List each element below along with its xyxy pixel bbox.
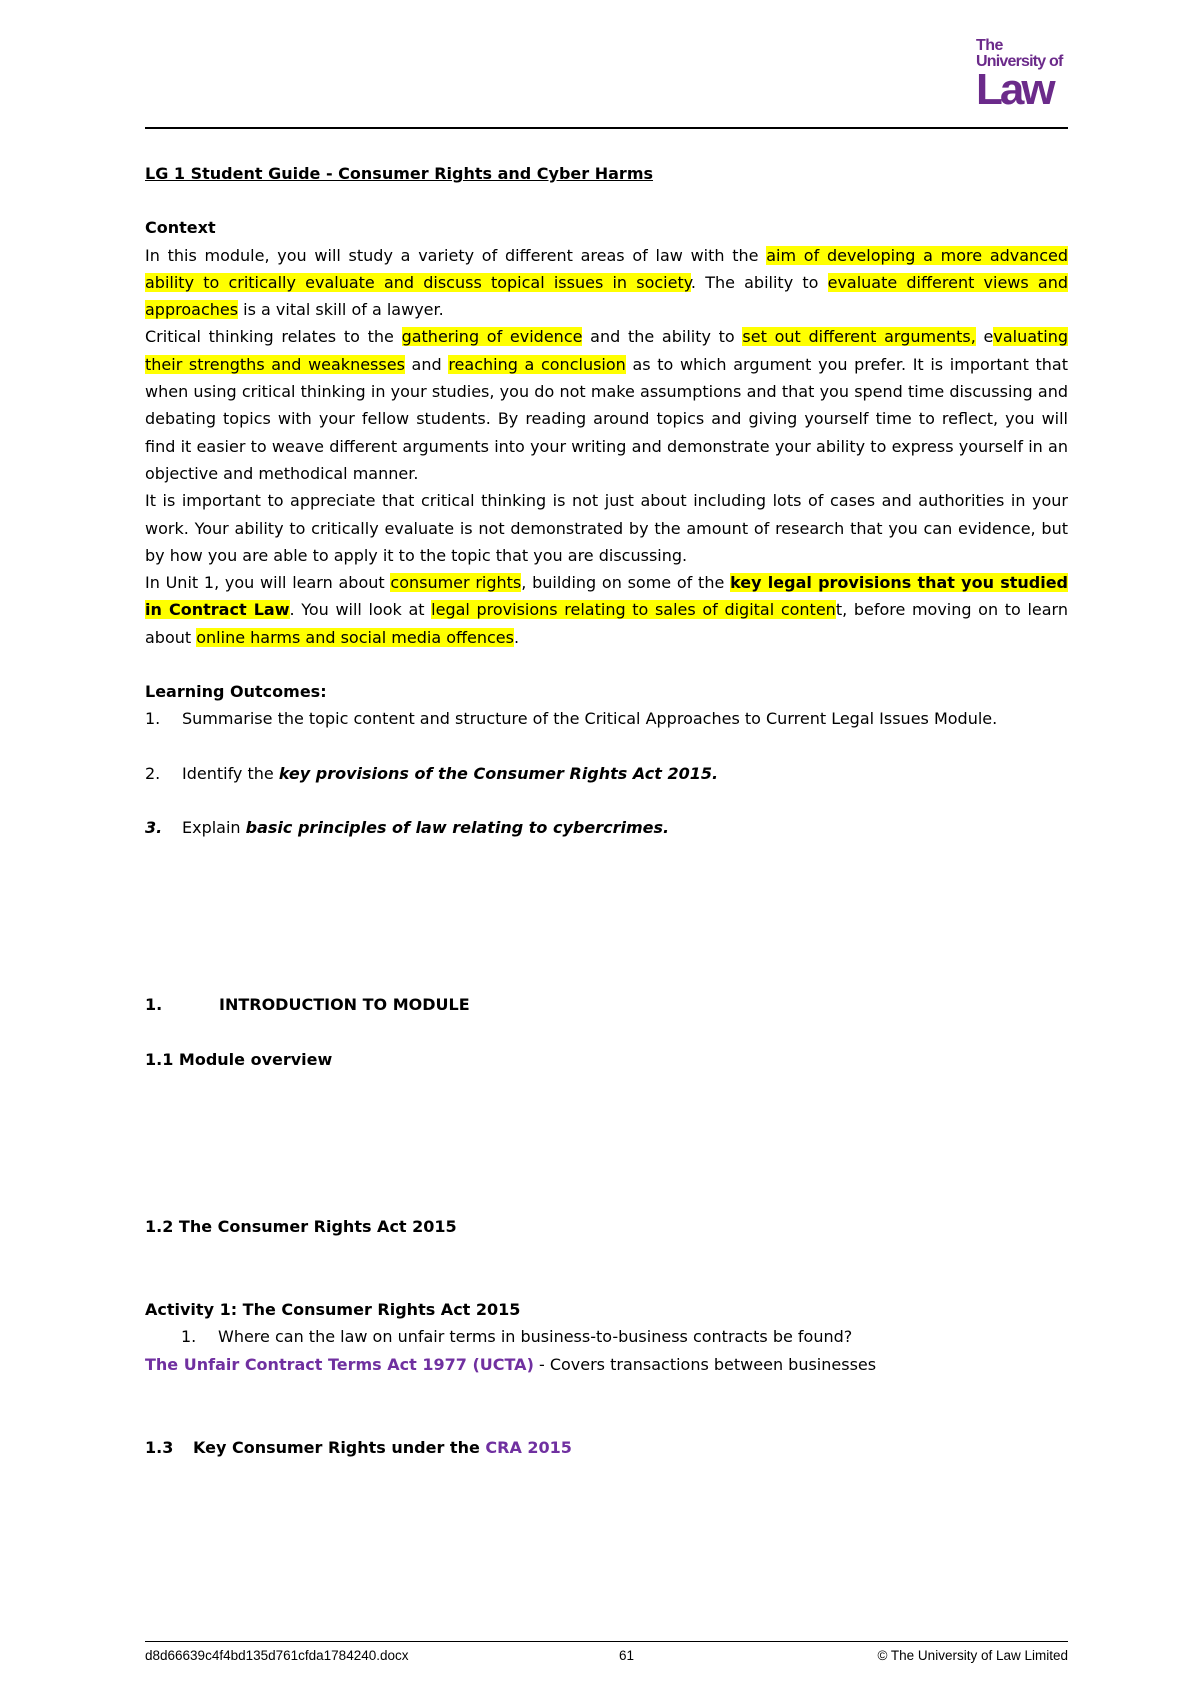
highlight: online harms and social media offences (196, 627, 514, 647)
logo-line-2: University of (976, 53, 1063, 70)
footer-rule (145, 1641, 1068, 1642)
activity-answer: The Unfair Contract Terms Act 1977 (UCTA) - Covers transactions between businesses (145, 1354, 877, 1374)
list-item: 1. Summarise the topic content and structure of the Critical Approaches to Current Legal Issues Module. (145, 709, 998, 729)
section-1-heading: 1. INTRODUCTION TO MODULE (145, 995, 470, 1015)
highlight: set out different arguments, (742, 327, 976, 347)
document-body (145, 160, 1068, 1461)
university-logo (976, 38, 1078, 112)
context-paragraph-4: In Unit 1, you will learn about consumer rights, building on some of the key legal provisions that you studied in Contract Law. You will look at legal provisions relating to sales of digital content, before moving on to learn about online harms and social media offences. (145, 573, 1069, 647)
highlight: key legal provisions that you studied in Contract Law (145, 573, 1069, 620)
highlight: valuating their strengths and weaknesses (145, 327, 1069, 374)
header-rule (145, 127, 1068, 129)
learning-outcomes-list (145, 705, 1068, 841)
highlight: consumer rights (390, 573, 522, 593)
section-1-1-heading: 1.1 Module overview (145, 1049, 333, 1069)
highlight: gathering of evidence (401, 327, 583, 347)
activity-heading: Activity 1: The Consumer Rights Act 2015 (145, 1300, 521, 1320)
learning-outcomes-heading: Learning Outcomes: (145, 682, 327, 702)
document-title: LG 1 Student Guide - Consumer Rights and Cyber Harms (145, 164, 654, 183)
list-item: 3. Explain basic principles of law relating to cybercrimes. (145, 817, 670, 837)
footer-page-number: 61 (619, 1648, 635, 1663)
footer-filename: d8d66639c4f4bd135d761cfda1784240.docx (145, 1648, 409, 1663)
page-footer (145, 1648, 1068, 1668)
activity-question: 1. Where can the law on unfair terms in business-to-business contracts be found? (181, 1327, 853, 1347)
footer-copyright: © The University of Law Limited (877, 1648, 1068, 1663)
context-paragraph-1: In this module, you will study a variety of different areas of law with the aim of developing a more advanced ability to critically evaluate and discuss topical issues in society. The ability to evaluate different views and approaches is a vital skill of a lawyer. (145, 245, 1068, 320)
highlight: aim of developing a more advanced ability to critically evaluate and discuss topical issues in society (145, 245, 1068, 292)
highlight: legal provisions relating to sales of digital conten (431, 600, 836, 620)
highlight: evaluate different views and approaches (145, 272, 1068, 320)
section-1-3-heading: 1.3 Key Consumer Rights under the CRA 2015 (145, 1438, 572, 1458)
logo-line-3: Law (976, 65, 1053, 114)
logo-line-1: The (976, 37, 1003, 54)
highlight: reaching a conclusion (448, 354, 626, 374)
section-1-2-heading: 1.2 The Consumer Rights Act 2015 (145, 1216, 457, 1236)
context-paragraph-3: It is important to appreciate that critical thinking is not just about including lots of cases and authorities in your work. Your ability to critically evaluate is not demonstrated by the amount of research that you can evidence, but by how you are able to apply it to the topic that you are discussing. (145, 491, 1068, 565)
context-heading: Context (145, 218, 216, 238)
list-item: 2. Identify the key provisions of the Consumer Rights Act 2015. (145, 763, 719, 783)
context-paragraph-2: Critical thinking relates to the gathering of evidence and the ability to set out different arguments, evaluating their strengths and weaknesses and reaching a conclusion as to which argument you prefer. It is important that when using critical thinking in your studies, you do not make assumptions and that you spend time discussing and debating topics with your fellow students. By reading around topics and giving yourself time to reflect, you will find it easier to weave different arguments into your writing and demonstrate your ability to express yourself in an objective and methodical manner. (145, 327, 1069, 483)
